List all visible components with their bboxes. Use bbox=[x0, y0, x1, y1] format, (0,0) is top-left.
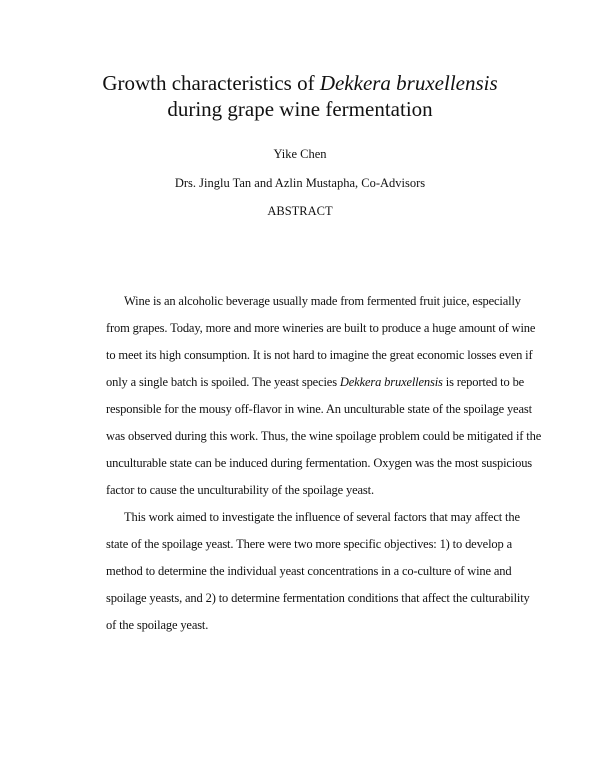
text-line: state of the spoilage yeast. There were two more specific objectives: 1) to develop a bbox=[106, 537, 512, 551]
text-line bbox=[106, 374, 524, 390]
text-line: of the spoilage yeast. bbox=[106, 618, 209, 632]
author-name: Yike Chen bbox=[273, 147, 327, 161]
text-line: Wine is an alcoholic beverage usually made from fermented fruit juice, especially bbox=[124, 294, 521, 308]
text-line: spoilage yeasts, and 2) to determine fermentation conditions that affect the culturability bbox=[106, 591, 530, 605]
text-line: factor to cause the unculturability of the spoilage yeast. bbox=[106, 483, 374, 497]
text-line: was observed during this work. Thus, the wine spoilage problem could be mitigated if the bbox=[106, 429, 542, 443]
title-line-1 bbox=[0, 71, 600, 95]
title-line-2: during grape wine fermentation bbox=[167, 97, 433, 121]
text-line: from grapes. Today, more and more wineries are built to produce a huge amount of wine bbox=[106, 321, 536, 335]
text-segment: is reported to be bbox=[442, 375, 525, 389]
species-name: Dekkera bruxellensis bbox=[339, 375, 443, 389]
text-line: to meet its high consumption. It is not hard to imagine the great economic losses even if bbox=[106, 348, 533, 362]
title-species-name: Dekkera bruxellensis bbox=[319, 71, 498, 95]
text-line: This work aimed to investigate the influence of several factors that may affect the bbox=[124, 510, 520, 524]
abstract-heading: ABSTRACT bbox=[267, 204, 333, 218]
text-line: method to determine the individual yeast concentrations in a co-culture of wine and bbox=[106, 564, 512, 578]
text-line: responsible for the mousy off-flavor in wine. An unculturable state of the spoilage yeast bbox=[106, 402, 532, 416]
title-prefix: Growth characteristics of bbox=[102, 71, 320, 95]
text-line: unculturable state can be induced during fermentation. Oxygen was the most suspicious bbox=[106, 456, 533, 470]
advisors-line: Drs. Jinglu Tan and Azlin Mustapha, Co-Advisors bbox=[174, 176, 426, 190]
text-segment: only a single batch is spoiled. The yeast species bbox=[106, 375, 340, 389]
